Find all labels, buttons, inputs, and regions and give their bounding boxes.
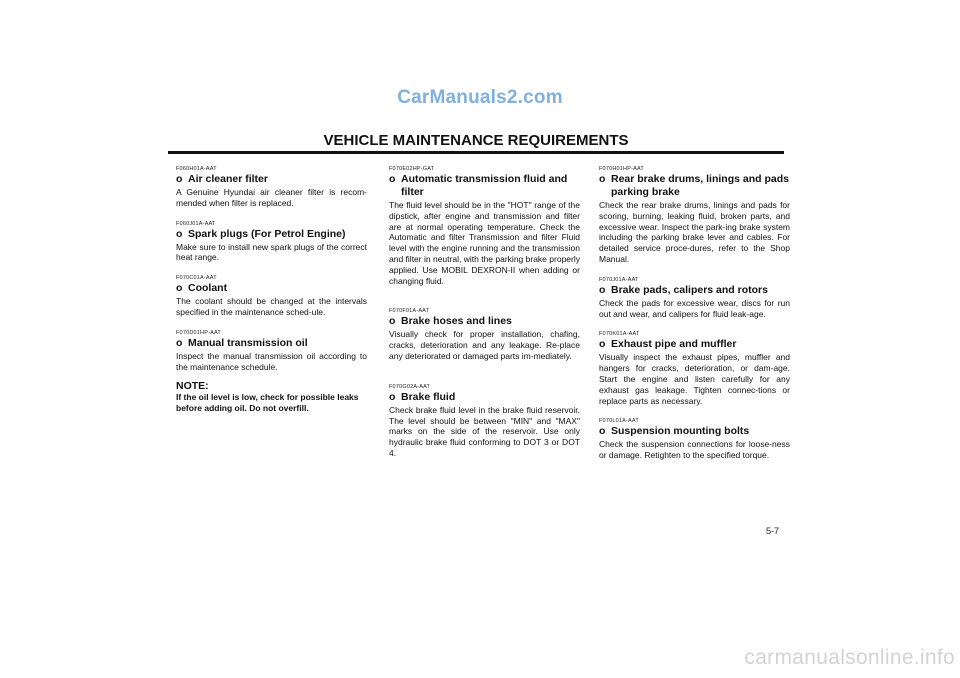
column-1: [176, 166, 367, 414]
section-body: Check brake fluid level in the brake fluid reservoir. The level should be between "MIN" and "MAX" marks on the side of the reservoir. Use only hydraulic brake fluid conforming to DOT 3 or DOT 4.: [389, 404, 580, 458]
section-heading: [599, 284, 790, 297]
section-heading-text: Coolant: [188, 282, 228, 295]
section-code: F070L01A-AAT: [599, 418, 639, 425]
section-spark-plugs: [176, 221, 367, 264]
section-heading-text: Air cleaner filter: [188, 173, 268, 185]
bullet-marker: o: [389, 173, 396, 185]
section-code: F070J01A-AAT: [599, 276, 639, 283]
section-code: F070C01A-AAT: [176, 275, 217, 282]
section-heading: [176, 173, 367, 186]
section-heading-text: Suspension mounting bolts: [611, 425, 750, 438]
section-heading: [176, 228, 367, 241]
section-heading-text: Rear brake drums, linings and pads parking brake: [611, 173, 789, 198]
bullet-marker: o: [176, 282, 183, 295]
section-heading: [389, 391, 580, 404]
section-code: F070H01HP-AAT: [599, 166, 644, 172]
section-manual-transmission-oil: [176, 330, 367, 373]
section-heading: [389, 315, 580, 328]
section-code: F070G02A-AAT: [389, 383, 431, 390]
section-body: Check the suspension connections for loose-ness or damage. Retighten to the specified torque.: [599, 439, 790, 461]
bullet-marker: o: [389, 390, 396, 403]
bullet-marker: o: [599, 283, 606, 296]
section-code: F070K01A-AAT: [599, 331, 640, 338]
section-coolant: [176, 275, 367, 318]
bullet-marker: o: [176, 336, 183, 349]
section-heading: [599, 425, 790, 438]
section-code: F070F01A-AAT: [389, 308, 430, 315]
section-heading: [176, 337, 367, 350]
section-body: Check the rear brake drums, linings and pads for scoring, burning, leaking fluid, broken parts, and excessive wear. Inspect the park-ing brake system including the parking brake lever and cables. For detailed service proce-dures, refer to the Shop Manual.: [599, 200, 790, 264]
section-heading-text: Manual transmission oil: [188, 336, 308, 349]
bullet-marker: o: [389, 315, 396, 328]
watermark-logo-top[interactable]: CarManuals2.com: [397, 87, 563, 108]
section-suspension-mounting-bolts: [599, 418, 790, 461]
section-heading: [389, 173, 580, 199]
section-heading: [599, 173, 790, 199]
section-heading-text: Spark plugs (For Petrol Engine): [188, 227, 346, 240]
section-heading: [599, 338, 790, 351]
bullet-marker: o: [599, 173, 606, 185]
section-body: Visually check for proper installation, chafing, cracks, deterioration and any leakage. Re-place any deteriorated or damaged parts im-mediately.: [389, 329, 580, 361]
section-heading-text: Brake fluid: [401, 390, 456, 403]
section-heading-text: Brake hoses and lines: [401, 315, 512, 328]
section-body: The fluid level should be in the "HOT" range of the dipstick, after engine and transmission and filter are at normal operating temperature. Check the Automatic and filter Transmission and filter Fluid level with the engine running and the transmission and filter in neutral, with the parking brake properly applied. Use MOBIL DEXRON-II when adding or changing fluid.: [389, 200, 580, 286]
section-body: Visually inspect the exhaust pipes, muffler and hangers for cracks, deterioration, or dam-age. Start the engine and listen carefully for any exhaust gas leakage. Tighten connec-tions or replace parts as necessary.: [599, 352, 790, 406]
note-text: If the oil level is low, check for possible leaks before adding oil. Do not overfill.: [176, 392, 359, 414]
section-brake-pads-calipers-rotors: [599, 277, 790, 320]
header-divider: [168, 151, 784, 154]
section-body: A Genuine Hyundai air cleaner filter is recom-mended when filter is replaced.: [176, 187, 367, 208]
bullet-marker: o: [599, 338, 606, 351]
column-3: [599, 166, 790, 473]
section-code: F070D01HP-AAT: [176, 329, 221, 336]
section-body: Inspect the manual transmission oil according to the maintenance schedule.: [176, 350, 367, 372]
bullet-marker: o: [176, 173, 183, 185]
note-label: NOTE:: [176, 380, 209, 393]
section-automatic-transmission-fluid: [389, 166, 580, 286]
section-code: F060H01A-AAT: [176, 166, 217, 172]
section-code: F070E02HP-GAT: [389, 166, 435, 172]
bullet-marker: o: [176, 227, 183, 240]
bullet-marker: o: [599, 425, 606, 438]
section-heading: [176, 282, 367, 295]
section-brake-fluid: [389, 384, 580, 459]
watermark-logo-bottom[interactable]: carmanualsonline.info: [744, 646, 955, 669]
section-exhaust-pipe-and-muffler: [599, 331, 790, 406]
section-heading-text: Automatic transmission fluid and filter: [401, 173, 568, 198]
column-2: [389, 166, 580, 471]
section-heading-text: Exhaust pipe and muffler: [611, 338, 737, 351]
section-body: Make sure to install new spark plugs of the correct heat range.: [176, 241, 367, 263]
section-code: F060J01A-AAT: [176, 220, 216, 227]
section-air-cleaner-filter: [176, 166, 367, 209]
page-number: 5-7: [766, 526, 780, 536]
section-brake-hoses-and-lines: [389, 308, 580, 361]
page-title: VEHICLE MAINTENANCE REQUIREMENTS: [323, 132, 629, 149]
section-body: Check the pads for excessive wear, discs for run out and wear, and calipers for fluid leak-age.: [599, 297, 790, 319]
section-rear-brake-drums: [599, 166, 790, 265]
section-body: The coolant should be changed at the intervals specified in the maintenance sched-ule.: [176, 296, 367, 317]
section-heading-text: Brake pads, calipers and rotors: [611, 283, 768, 296]
